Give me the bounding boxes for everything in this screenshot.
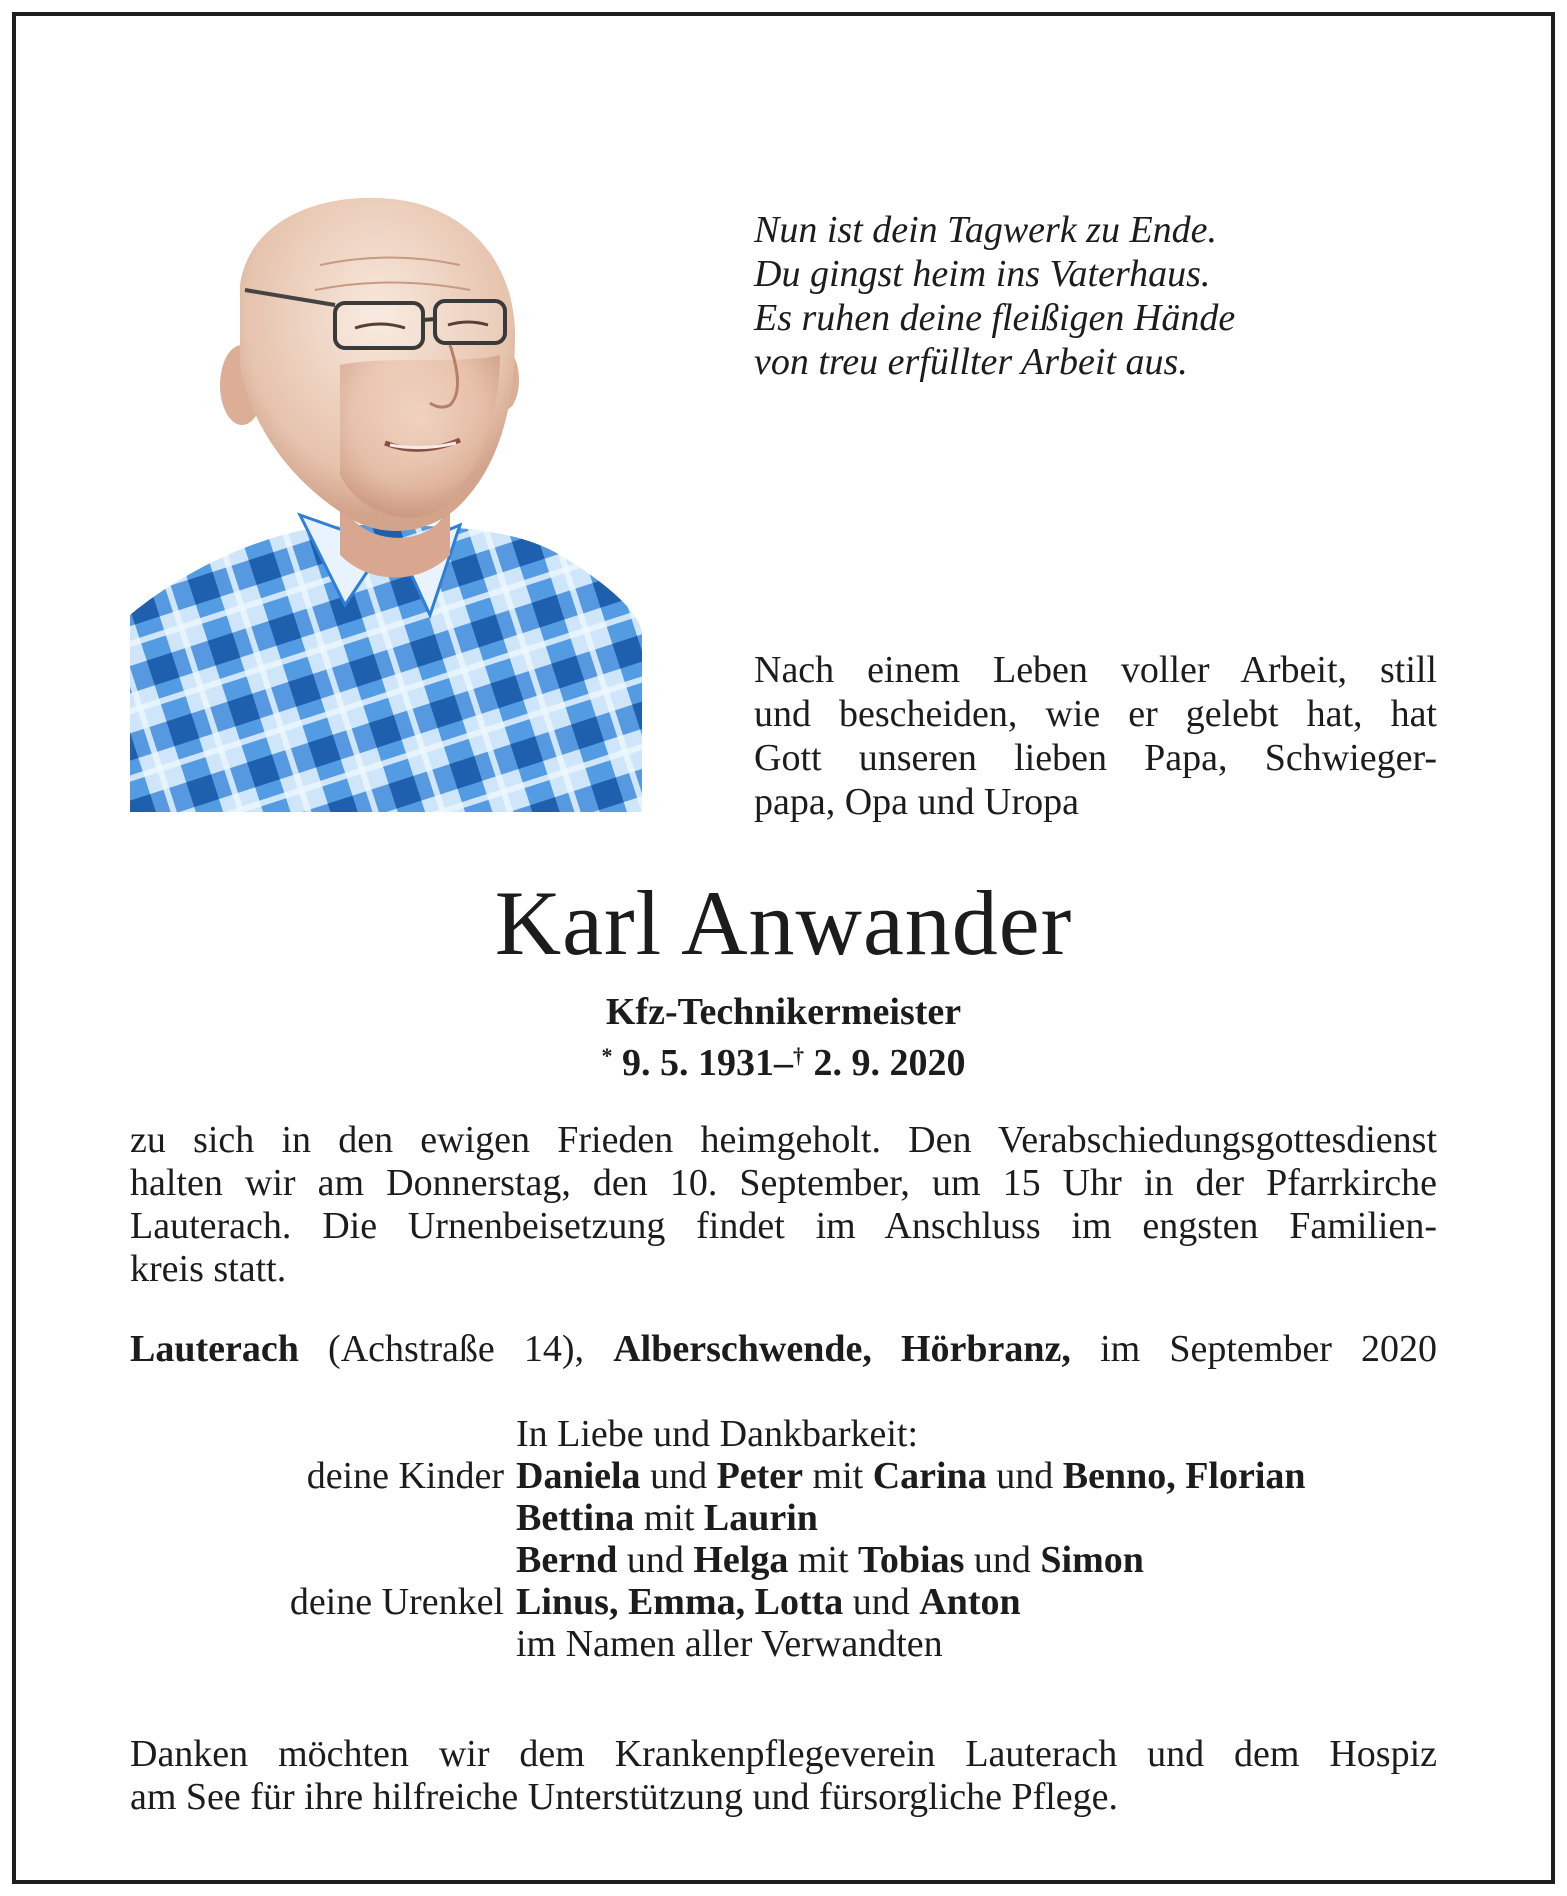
announcement-line: zu sich in den ewigen Frieden heimgeholt. Den Verabschiedungsgottesdienst: [130, 1119, 1437, 1161]
place-date-line: [130, 1327, 1437, 1371]
poem-line: Es ruhen deine fleißigen Hände: [754, 297, 1236, 339]
family-name: Carina: [872, 1455, 987, 1497]
family-name: Bettina: [516, 1497, 635, 1539]
place-name: Lauterach: [130, 1328, 299, 1370]
relatives-line: im Namen aller Verwandten: [516, 1623, 943, 1665]
announcement-line: halten wir am Donnerstag, den 10. September, um 15 Uhr in der Pfarrkirche: [130, 1162, 1437, 1204]
poem-line: Nun ist dein Tagwerk zu Ende.: [754, 209, 1218, 251]
poem-line: von treu erfüllter Arbeit aus.: [754, 341, 1188, 383]
family-name: Laurin: [703, 1497, 818, 1539]
date-text: im September 2020: [1100, 1328, 1438, 1370]
family-name: Simon: [1040, 1539, 1144, 1581]
connector: mit: [643, 1497, 695, 1539]
family-name: Bernd: [516, 1539, 618, 1581]
family-name: Linus, Emma, Lotta: [516, 1581, 844, 1623]
signoff-heading: In Liebe und Dankbarkeit:: [516, 1413, 919, 1455]
memorial-poem: [754, 208, 1454, 384]
connector: mit: [812, 1455, 864, 1497]
children-row: [130, 1497, 1437, 1539]
announcement-line: kreis statt.: [130, 1248, 287, 1290]
thanks-paragraph: [130, 1733, 1437, 1819]
thanks-line: Danken möchten wir dem Krankenpflegeverein Lauterach und dem Hospiz: [130, 1733, 1437, 1775]
birth-date: 9. 5. 1931: [622, 1042, 774, 1084]
great-grandchildren-row: [130, 1581, 1437, 1623]
intro-paragraph: [754, 648, 1437, 824]
intro-line: papa, Opa und Uropa: [754, 781, 1080, 823]
intro-line: Nach einem Leben voller Arbeit, still: [754, 649, 1437, 691]
children-label: deine Kinder: [306, 1455, 504, 1497]
life-dates: [0, 1034, 1567, 1085]
family-name: Daniela: [516, 1455, 641, 1497]
deceased-name: Karl Anwander: [494, 872, 1073, 974]
deceased-profession: Kfz-Technikermeister: [605, 991, 962, 1033]
death-date: 2. 9. 2020: [813, 1042, 966, 1084]
announcement-paragraph: [130, 1119, 1437, 1291]
family-name: Helga: [693, 1539, 789, 1581]
announcement-line: Lauterach. Die Urnenbeisetzung findet im Anschluss im engsten Familien-: [130, 1205, 1437, 1247]
address: (Achstraße 14),: [328, 1328, 585, 1370]
connector: und: [973, 1539, 1031, 1581]
poem-line: Du gingst heim ins Vaterhaus.: [754, 253, 1211, 295]
intro-line: und bescheiden, wie er gelebt hat, hat: [754, 693, 1437, 735]
place-names: Alberschwende, Hörbranz,: [613, 1328, 1071, 1370]
family-name: Benno, Florian: [1062, 1455, 1306, 1497]
connector: und: [852, 1581, 910, 1623]
children-row: [130, 1539, 1437, 1581]
family-name: Anton: [919, 1581, 1021, 1623]
signoff-block: [130, 1413, 1437, 1665]
great-grandchildren-label: deine Urenkel: [289, 1581, 504, 1623]
connector: und: [996, 1455, 1054, 1497]
children-row: [130, 1455, 1437, 1497]
connector: und: [650, 1455, 708, 1497]
intro-line: Gott unseren lieben Papa, Schwieger-: [754, 737, 1437, 779]
thanks-line: am See für ihre hilfreiche Unterstützung und fürsorgliche Pflege.: [130, 1776, 1119, 1818]
family-name: Peter: [716, 1455, 804, 1497]
connector: und: [626, 1539, 684, 1581]
family-name: Tobias: [858, 1539, 965, 1581]
birth-symbol: *: [601, 1043, 613, 1068]
connector: mit: [797, 1539, 849, 1581]
portrait-photo: [130, 195, 642, 812]
date-dash: –: [774, 1042, 793, 1084]
death-symbol: †: [793, 1043, 804, 1068]
